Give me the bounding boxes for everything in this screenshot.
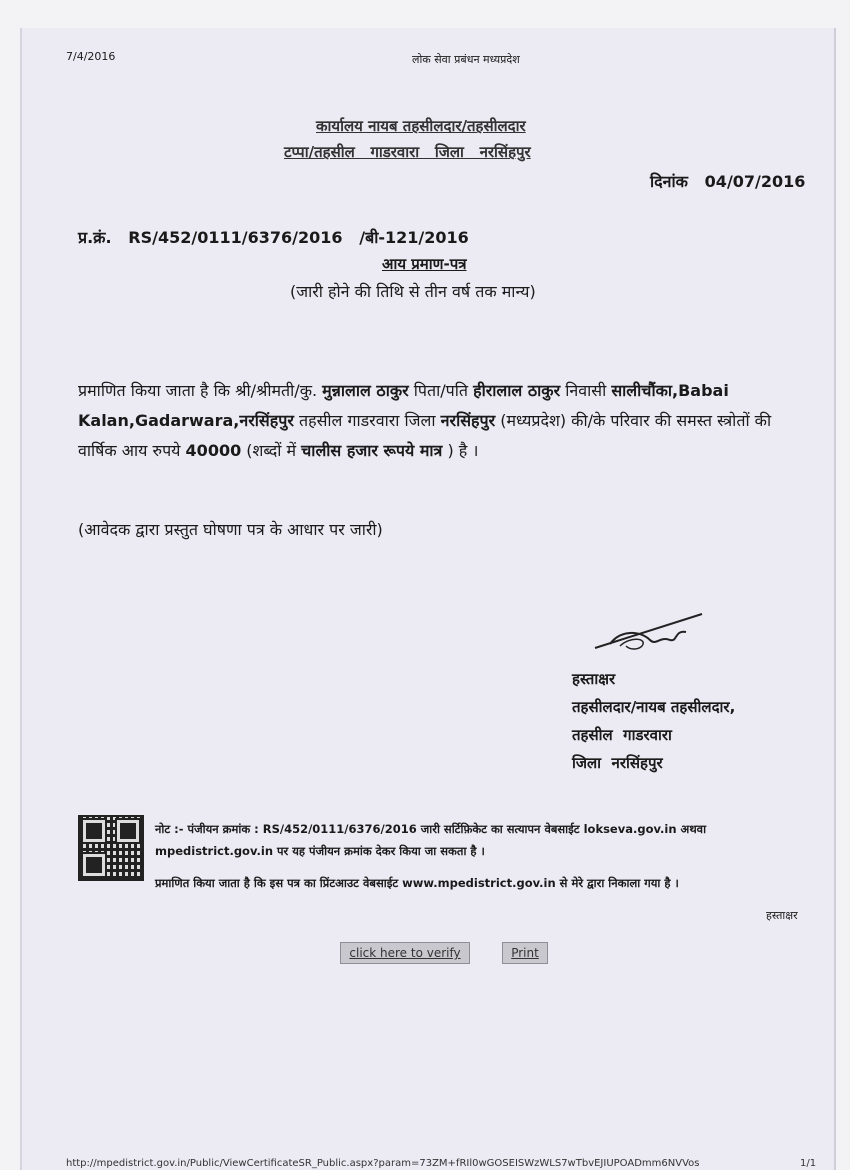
signature-icon [590, 600, 710, 660]
body-text: (शब्दों में [241, 441, 302, 460]
certificate-validity: (जारी होने की तिथि से तीन वर्ष तक मान्य) [290, 282, 536, 301]
verify-button[interactable]: click here to verify [340, 942, 470, 964]
print-page-number: 1/1 [800, 1158, 817, 1169]
signatory-designation: तहसीलदार/नायब तहसीलदार, [572, 698, 736, 716]
verification-note-line1: नोट :- पंजीयन क्रमांक : RS/452/0111/6376/2016 जारी सर्टिफ़िकेट का सत्यापन वेबसाईट lokseva.gov.in अथवा [155, 822, 707, 836]
body-text: (मध्यप्रदेश) की/के परिवार की समस्त स्त्रोतों की वार्षिक आय रुपये [78, 411, 772, 460]
income-amount: 40000 [185, 441, 242, 460]
income-words: चालीस हजार रूपये मात्र [301, 441, 443, 460]
signatory-block [572, 665, 735, 777]
father-name: हीरालाल ठाकुर [473, 381, 561, 400]
office-title: कार्यालय नायब तहसीलदार/तहसीलदार [316, 117, 526, 135]
print-site-header: लोक सेवा प्रबंधन मध्यप्रदेश [412, 53, 520, 66]
signatory-district: जिला नरसिंहपुर [572, 754, 663, 772]
date-label: दिनांक [650, 172, 688, 191]
qr-code-icon [78, 815, 144, 881]
applicant-name: मुन्नालाल ठाकुर [322, 381, 409, 400]
issue-date [650, 170, 805, 192]
verification-note-line2: mpedistrict.gov.in पर यह पंजीयन क्रमांक देकर किया जा सकता है । [155, 844, 485, 858]
body-text: निवासी [560, 381, 612, 400]
date-value: 04/07/2016 [704, 172, 806, 191]
certificate-body [78, 376, 798, 466]
print-button[interactable]: Print [502, 942, 548, 964]
body-text: तहसील गाडरवारा जिला [293, 411, 441, 430]
footer-signature-label: हस्ताक्षर [766, 909, 798, 922]
ref-suffix: /बी-121/2016 [359, 228, 469, 247]
office-location: टप्पा/तहसील गाडरवारा जिला नरसिंहपुर [284, 143, 531, 161]
signature-label: हस्ताक्षर [572, 670, 616, 688]
district: नरसिंहपुर [440, 411, 496, 430]
printout-note: प्रमाणित किया जाता है कि इस पत्र का प्रिंटआउट वेबसाईट www.mpedistrict.gov.in से मेरे द्वारा निकाला गया है । [155, 876, 679, 890]
signatory-tehsil: तहसील गाडरवारा [572, 726, 672, 744]
certificate-page [22, 28, 834, 1170]
body-text: प्रमाणित किया जाता है कि श्री/श्रीमती/कु. [78, 381, 323, 400]
basis-note: (आवेदक द्वारा प्रस्तुत घोषणा पत्र के आधार पर जारी) [78, 520, 383, 539]
body-text: पिता/पति [408, 381, 474, 400]
ref-prefix: प्र.क्रं. [78, 228, 112, 247]
print-footer-url: http://mpedistrict.gov.in/Public/ViewCertificateSR_Public.aspx?param=73ZM+fRIl0wGOSEISWzWLS7wTbvEJIUPOADmm6NVVos [66, 1158, 700, 1169]
certificate-title: आय प्रमाण-पत्र [382, 255, 467, 273]
reference-number [78, 226, 469, 248]
ref-number: RS/452/0111/6376/2016 [128, 228, 343, 247]
print-date: 7/4/2016 [66, 50, 116, 63]
body-text: ) है । [442, 441, 479, 460]
address: सालीचौंका,Babai Kalan,Gadarwara,नरसिंहपुर [78, 381, 729, 430]
